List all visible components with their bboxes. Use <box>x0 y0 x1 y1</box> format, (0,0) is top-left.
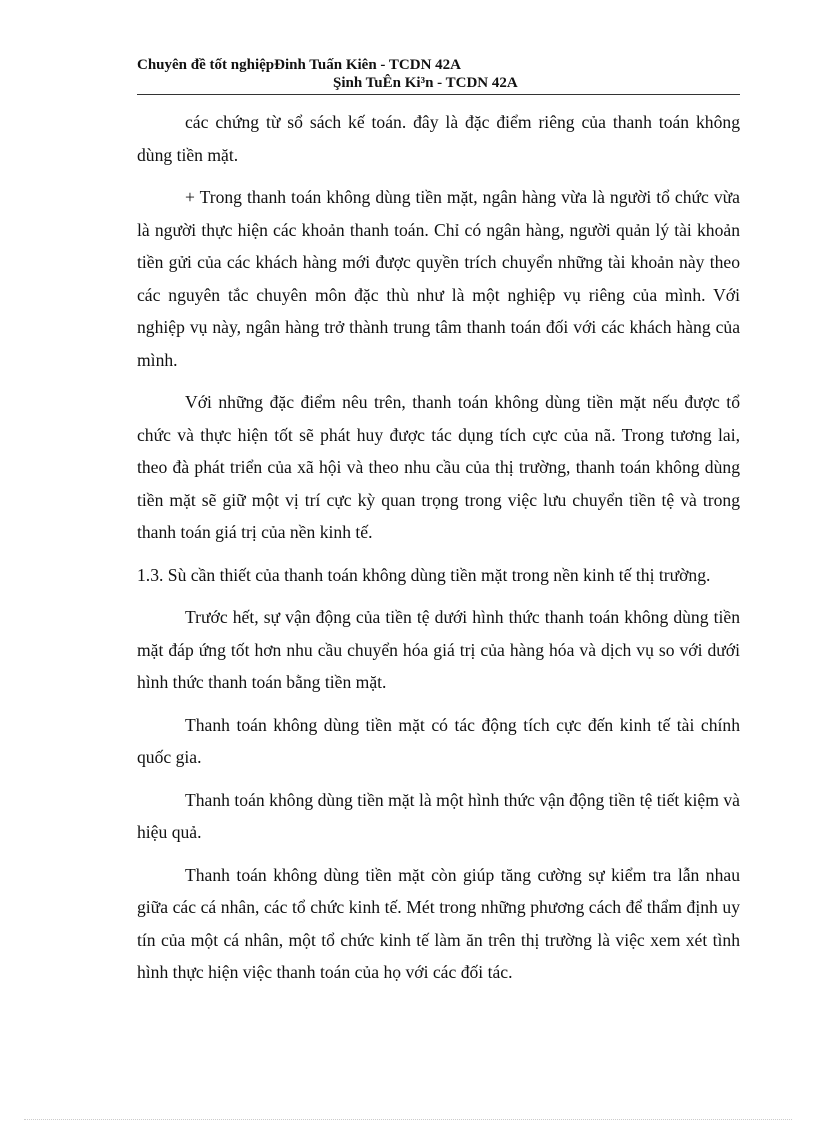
paragraph: Trước hết, sự vận động của tiền tệ dưới hình thức thanh toán không dùng tiền mặt đáp ứng tốt hơn nhu cầu chuyển hóa giá trị của hàng hóa và dịch vụ so với dưới hình thức thanh toán bằng tiền mặt. <box>137 607 740 692</box>
paragraph: Thanh toán không dùng tiền mặt là một hình thức vận động tiền tệ tiết kiệm và hiệu quả. <box>137 789 740 842</box>
header-line-1: Chuyên đề tốt nghiệpĐinh Tuấn Kiên - TCDN 42A <box>137 57 461 73</box>
paragraph: Với những đặc điểm nêu trên, thanh toán không dùng tiền mặt nếu được tổ chức và thực hiện tốt sẽ phát huy được tác dụng tích cực của nã. Trong tương lai, theo đà phát triển của xã hội và theo nhu cầu của thị trường, thanh toán không dùng tiền mặt sẽ giữ một vị trí cực kỳ quan trọng trong việc lưu chuyển tiền tệ và trong thanh toán giá trị của nền kinh tế. <box>137 392 740 542</box>
paragraph: + Trong thanh toán không dùng tiền mặt, ngân hàng vừa là người tổ chức vừa là người thực hiện các khoản thanh toán. Chỉ có ngân hàng, người quản lý tài khoản tiền gửi của các khách hàng mới được quyền trích chuyển những tài khoản này theo các nguyên tắc chuyên môn đặc thù như là một nghiệp vụ riêng của mình. Với nghiệp vụ này, ngân hàng trở thành trung tâm thanh toán đối với các khách hàng của mình. <box>137 187 740 370</box>
document-body <box>137 106 740 999</box>
paragraph: Thanh toán không dùng tiền mặt còn giúp tăng cường sự kiểm tra lẫn nhau giữa các cá nhân, các tổ chức kinh tế. Mét trong những phương cách để thẩm định uy tín của một cá nhân, một tổ chức kinh tế làm ăn trên thị trường là việc xem xét tình hình thực hiện việc thanh toán của họ với các đối tác. <box>137 864 740 982</box>
paragraph: các chứng từ sổ sách kế toán. đây là đặc điểm riêng của thanh toán không dùng tiền mặt. <box>137 112 740 165</box>
page-bottom-divider <box>24 1119 792 1120</box>
page-header <box>137 56 740 92</box>
header-line-2: Şinh TuÊn Ki³n - TCDN 42A <box>333 75 518 91</box>
header-divider <box>137 94 740 95</box>
paragraph: Thanh toán không dùng tiền mặt có tác động tích cực đến kinh tế tài chính quốc gia. <box>137 714 740 767</box>
section-heading: 1.3. Sù cần thiết của thanh toán không dùng tiền mặt trong nền kinh tế thị trường. <box>137 564 711 585</box>
